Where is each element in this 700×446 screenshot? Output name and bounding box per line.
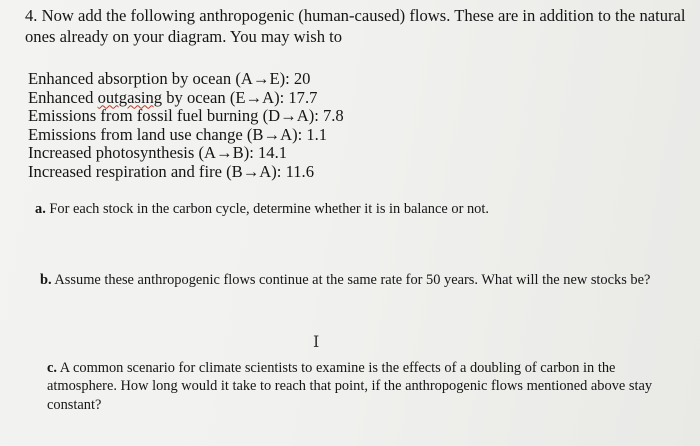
flow-item-ocean-absorption [28,70,344,89]
flow-item-fossil-fuel [28,107,344,126]
flow-label: Increased respiration and fire (B [28,161,243,181]
arrow-icon: → [280,106,297,126]
flow-value: B): 14.1 [232,143,288,163]
arrow-icon: → [252,69,270,88]
sub-question-a [35,200,675,218]
flow-value: E): 20 [269,69,311,88]
flow-value: A): 7.8 [296,106,344,126]
text-cursor-icon: I [313,332,320,351]
spellcheck-underlined-word[interactable]: outgasing [97,87,163,107]
flow-item-ocean-outgassing [28,89,344,108]
arrow-icon: → [263,124,281,144]
question-number: 4. [25,6,38,25]
arrow-icon: → [245,87,263,107]
sub-question-letter: b. [40,272,52,288]
question-4-intro [25,5,693,47]
flow-value: A): 17.7 [262,87,318,107]
sub-question-text: A common scenario for climate scientists to examine is the effects of a doubling of carbon in the atmosphere. How long would it take to reach that point, if the anthropogenic flows mentioned above stay constant? [47,360,653,413]
flow-label: Emissions from fossil fuel burning (D [28,106,281,126]
arrow-icon: → [216,143,233,163]
flow-item-land-use [28,126,344,145]
sub-question-text: Assume these anthropogenic flows continue at the same rate for 50 years. What will the new stocks be? [51,272,651,288]
sub-question-c [47,359,667,414]
sub-question-letter: c. [47,360,57,376]
question-text: Now add the following anthropogenic (human-caused) flows. These are in addition to the natural ones already on your diagram. You may wish to [25,6,686,46]
flow-label: Enhanced [28,87,98,107]
flow-label: Increased photosynthesis (A [28,143,217,163]
flow-item-respiration-fire [28,163,344,182]
anthropogenic-flow-list [28,70,344,182]
sub-question-letter: a. [35,201,46,217]
arrow-icon: → [242,161,260,181]
flow-label: Emissions from land use change (B [28,124,264,144]
flow-label: Enhanced absorption by ocean (A [28,69,253,88]
flow-value: A): 1.1 [280,124,328,144]
flow-item-photosynthesis [28,144,344,163]
flow-value: A): 11.6 [259,161,314,181]
flow-label-cont: by ocean (E [162,87,246,107]
sub-question-text: For each stock in the carbon cycle, determine whether it is in balance or not. [45,201,489,217]
sub-question-b [40,271,670,289]
